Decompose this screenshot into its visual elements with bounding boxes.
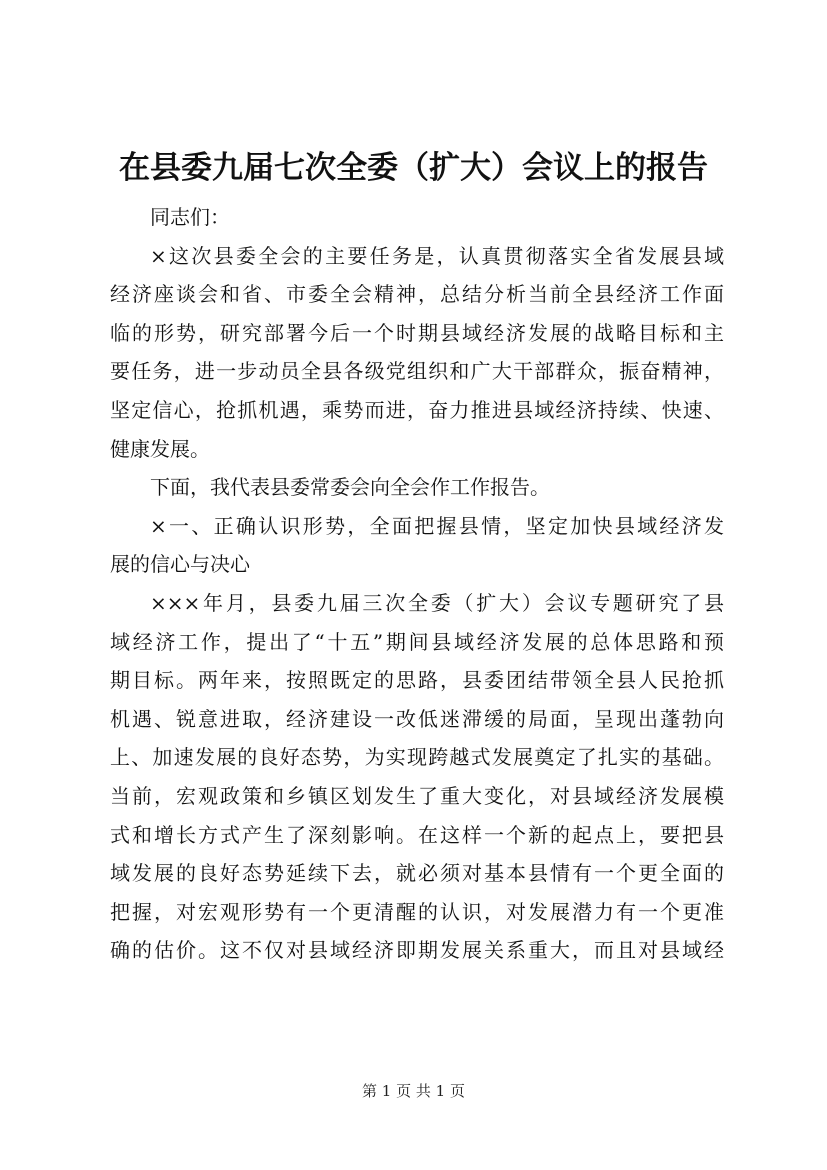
body-line: 式和增长方式产生了深刻影响。在这样一个新的起点上，要把县 (110, 822, 724, 847)
section-heading-line: 展的信心与决心 (110, 552, 250, 577)
page-footer: 第 1 页 共 1 页 (362, 1082, 465, 1100)
body-line: 确的估价。这不仅对县域经济即期发展关系重大，而且对县域经 (110, 938, 724, 963)
body-line: 要任务，进一步动员全县各级党组织和广大干部群众，振奋精神， (110, 359, 724, 384)
section-heading-line: ×一、正确认识形势，全面把握县情，坚定加快县域经济发 (150, 513, 724, 538)
body-line: 当前，宏观政策和乡镇区划发生了重大变化，对县域经济发展模 (110, 783, 724, 808)
document-title: 在县委九届七次全委（扩大）会议上的报告 (119, 150, 708, 186)
body-line: 域经济工作，提出了“十五”期间县域经济发展的总体思路和预 (110, 629, 724, 654)
salutation-line: 同志们： (150, 205, 230, 229)
body-line: 期目标。两年来，按照既定的思路，县委团结带领全县人民抢抓 (110, 668, 724, 693)
body-line: 机遇、锐意进取，经济建设一改低迷滞缓的局面，呈现出蓬勃向 (110, 706, 724, 731)
body-line: 域发展的良好态势延续下去，就必须对基本县情有一个更全面的 (110, 861, 724, 886)
body-line: 上、加速发展的良好态势，为实现跨越式发展奠定了扎实的基础。 (110, 745, 724, 770)
body-line: 坚定信心，抢抓机遇，乘势而进，奋力推进县域经济持续、快速、 (110, 397, 724, 422)
body-line: 把握，对宏观形势有一个更清醒的认识，对发展潜力有一个更准 (110, 899, 724, 924)
body-line: ×××年月，县委九届三次全委（扩大）会议专题研究了县 (150, 590, 724, 615)
body-line: ×这次县委全会的主要任务是，认真贯彻落实全省发展县域 (150, 243, 724, 268)
body-line: 下面，我代表县委常委会向全会作工作报告。 (150, 475, 550, 500)
body-line: 经济座谈会和省、市委全会精神，总结分析当前全县经济工作面 (110, 282, 724, 307)
body-line: 临的形势，研究部署今后一个时期县域经济发展的战略目标和主 (110, 320, 724, 345)
document-body (110, 198, 724, 970)
body-line: 健康发展。 (110, 436, 210, 461)
